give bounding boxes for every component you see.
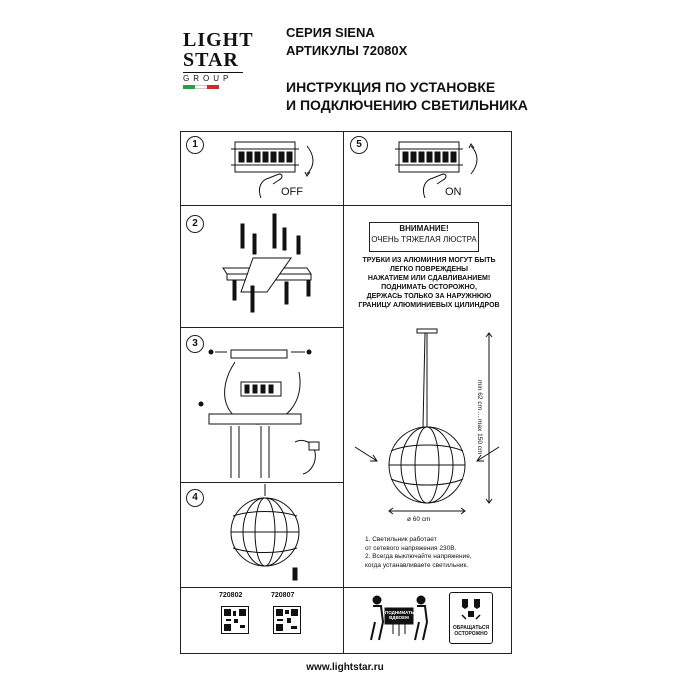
- model-code-1: 720802: [219, 592, 243, 599]
- qr-code-icon: [273, 606, 301, 634]
- note-line: 2. Всегда выключайте напряжение,: [365, 553, 472, 560]
- hanging-sphere-illustration: [221, 484, 331, 584]
- title-line2: И ПОДКЛЮЧЕНИЮ СВЕТИЛЬНИКА: [286, 97, 528, 113]
- brand-line2: STAR: [183, 49, 239, 71]
- warning-line: ДЕРЖАСЬ ТОЛЬКО ЗА НАРУЖНЮЮ: [366, 293, 492, 300]
- note-line: от сетевого напряжения 230В.: [365, 544, 457, 552]
- lift-together-icon: [367, 592, 431, 648]
- handle-with-care-box: [449, 592, 493, 644]
- qr-code-icon: [221, 606, 249, 634]
- step-1-number: 1: [186, 136, 204, 154]
- step-4-number: 4: [186, 489, 204, 507]
- step-5-label: ON: [445, 186, 462, 198]
- note-line: 1. Светильник работает: [365, 536, 437, 543]
- brand-line1: LIGHT: [183, 29, 254, 51]
- notes: [365, 536, 505, 570]
- fragile-glass-icon: [460, 597, 482, 621]
- fragile-label-line1: ОБРАЩАТЬСЯ: [452, 625, 490, 631]
- instruction-frame: [180, 131, 512, 654]
- fragile-label-line2: ОСТОРОЖНО: [454, 631, 488, 637]
- series-header: [286, 24, 407, 60]
- height-dimension-label: min 62 cm ... max 150 cm: [476, 380, 483, 455]
- step-5-number: 5: [350, 136, 368, 154]
- note-line: когда устанавливаете светильник.: [365, 561, 469, 569]
- warning-line: НАЖАТИЕМ ИЛИ СДАВЛИВАНИЕМ!: [367, 275, 491, 282]
- breaker-off-illustration: [221, 138, 331, 200]
- model-code-2: 720807: [271, 592, 295, 599]
- breaker-on-illustration: [385, 138, 495, 200]
- italian-flag-icon: [183, 85, 219, 89]
- warning-title: ВНИМАНИЕ!: [399, 224, 449, 233]
- warning-line: ЛЕГКО ПОВРЕЖДЕНЫ: [390, 266, 468, 273]
- mounting-bracket-illustration: [211, 210, 341, 322]
- fragile-label: [450, 625, 492, 637]
- step-2-number: 2: [186, 215, 204, 233]
- wiring-connection-illustration: [195, 332, 343, 480]
- document-title: [286, 78, 528, 114]
- vertical-divider: [343, 132, 344, 587]
- lift-label-line1: ПОДНИМАТЬ: [385, 610, 415, 615]
- series-name: СЕРИЯ SIENA: [286, 25, 375, 40]
- lift-label-line2: ВДВОЕМ: [389, 615, 409, 620]
- divider: [343, 205, 511, 206]
- title-line1: ИНСТРУКЦИЯ ПО УСТАНОВКЕ: [286, 79, 496, 95]
- divider: [181, 205, 343, 206]
- brand-logo: [183, 29, 254, 89]
- chandelier-dimension-illustration: [351, 327, 511, 537]
- warning-line: ГРАНИЦУ АЛЮМИНИЕВЫХ ЦИЛИНДРОВ: [358, 302, 500, 309]
- divider: [181, 482, 343, 483]
- divider: [343, 587, 344, 653]
- warning-text: [349, 256, 509, 310]
- diameter-dimension-label: ø 60 cm: [407, 516, 431, 523]
- lift-label: [385, 610, 413, 620]
- brand-line3: GROUP: [183, 72, 243, 83]
- warning-box: [369, 222, 479, 252]
- warning-line: ПОДНИМАТЬ ОСТОРОЖНО,: [381, 284, 477, 291]
- article-numbers: АРТИКУЛЫ 72080X: [286, 43, 408, 58]
- divider: [181, 327, 343, 328]
- step-3-number: 3: [186, 335, 204, 353]
- warning-line: ТРУБКИ ИЗ АЛЮМИНИЯ МОГУТ БЫТЬ: [362, 257, 496, 264]
- step-1-label: OFF: [281, 186, 303, 198]
- divider: [181, 587, 511, 588]
- website-url[interactable]: www.lightstar.ru: [306, 662, 384, 673]
- warning-subtitle: ОЧЕНЬ ТЯЖЕЛАЯ ЛЮСТРА: [371, 235, 477, 244]
